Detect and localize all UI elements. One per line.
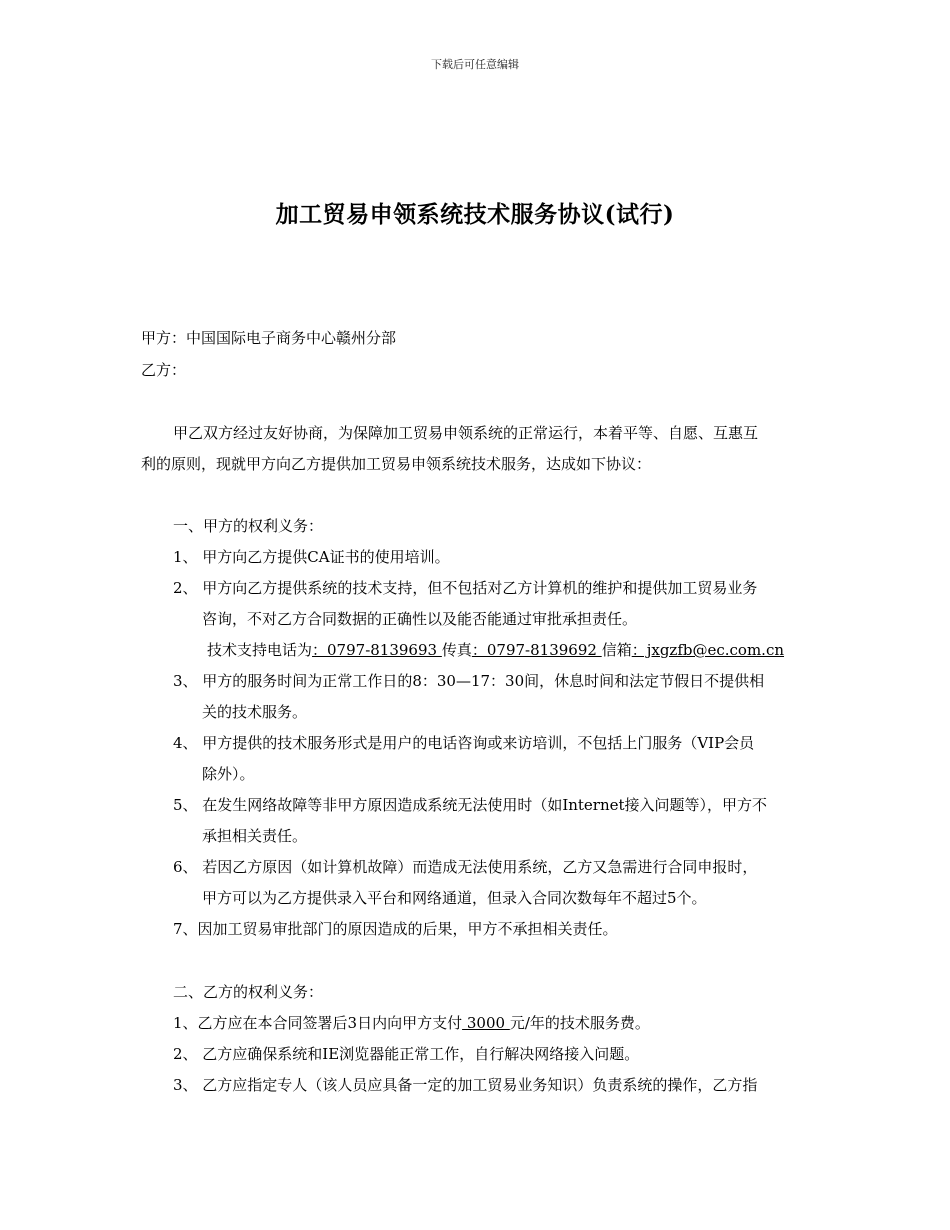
section1-item-2-line-1: 2、 甲方向乙方提供系统的技术支持，但不包括对乙方计算机的维护和提供加工贸易业务 [173,579,758,597]
email-address[interactable]: ：jxgzfb@ec.com.cn [631,641,785,659]
party-a: 甲方：中国国际电子商务中心赣州分部 [141,329,397,347]
section1-item-6-line-2: 甲方可以为乙方提供录入平台和网络通道，但录入合同次数每年不超过5个。 [202,889,707,907]
section1-item-3-line-1: 3、 甲方的服务时间为正常工作日的8：30—17：30间，休息时间和法定节假日不提供相 [173,672,765,690]
contact-line [207,640,784,660]
section1-item-2-line-2: 咨询，不对乙方合同数据的正确性以及能否能通过审批承担责任。 [202,610,638,628]
fee-text-post: 元/年的技术服务费。 [509,1014,650,1032]
email-label: 信箱 [601,641,632,659]
intro-line-1: 甲乙双方经过友好协商，为保障加工贸易申领系统的正常运行，本着平等、自愿、互惠互 [173,424,759,442]
section2-item-2: 2、 乙方应确保系统和IE浏览器能正常工作，自行解决网络接入问题。 [173,1045,640,1063]
section1-item-6-line-1: 6、 若因乙方原因（如计算机故障）而造成无法使用系统，乙方又急需进行合同申报时， [173,858,758,876]
document-title: 加工贸易申领系统技术服务协议(试行) [275,201,675,228]
section2-item-1 [173,1013,650,1033]
fax-label: 传真 [441,641,472,659]
fee-text-pre: 1、乙方应在本合同签署后3日内向甲方支付 [173,1014,463,1032]
section2-heading: 二、乙方的权利义务： [173,983,324,1001]
party-b: 乙方： [141,361,187,379]
phone-label: 技术支持电话为 [207,641,313,659]
fee-amount: 3000 [462,1014,510,1032]
section1-heading: 一、甲方的权利义务： [173,517,324,535]
section1-item-7: 7、因加工贸易审批部门的原因造成的后果，甲方不承担相关责任。 [173,920,618,938]
section2-item-3-line-1: 3、 乙方应指定专人（该人员应具备一定的加工贸易业务知识）负责系统的操作，乙方指 [173,1076,758,1094]
intro-line-2: 利的原则，现就甲方向乙方提供加工贸易申领系统技术服务，达成如下协议： [141,455,652,473]
phone-number: ：0797-8139693 [312,641,442,659]
section1-item-4-line-2: 除外）。 [202,765,255,783]
section1-item-5-line-2: 承担相关责任。 [202,827,308,845]
section1-item-3-line-2: 关的技术服务。 [202,703,308,721]
header-note: 下载后可任意编辑 [431,58,519,71]
section1-item-1: 1、 甲方向乙方提供CA证书的使用培训。 [173,548,450,566]
section1-item-5-line-1: 5、 在发生网络故障等非甲方原因造成系统无法使用时（如Internet接入问题等），甲方不 [173,796,768,814]
fax-number: ：0797-8139692 [471,641,602,659]
section1-item-4-line-1: 4、 甲方提供的技术服务形式是用户的电话咨询或来访培训，不包括上门服务（VIP会员 [173,734,755,752]
